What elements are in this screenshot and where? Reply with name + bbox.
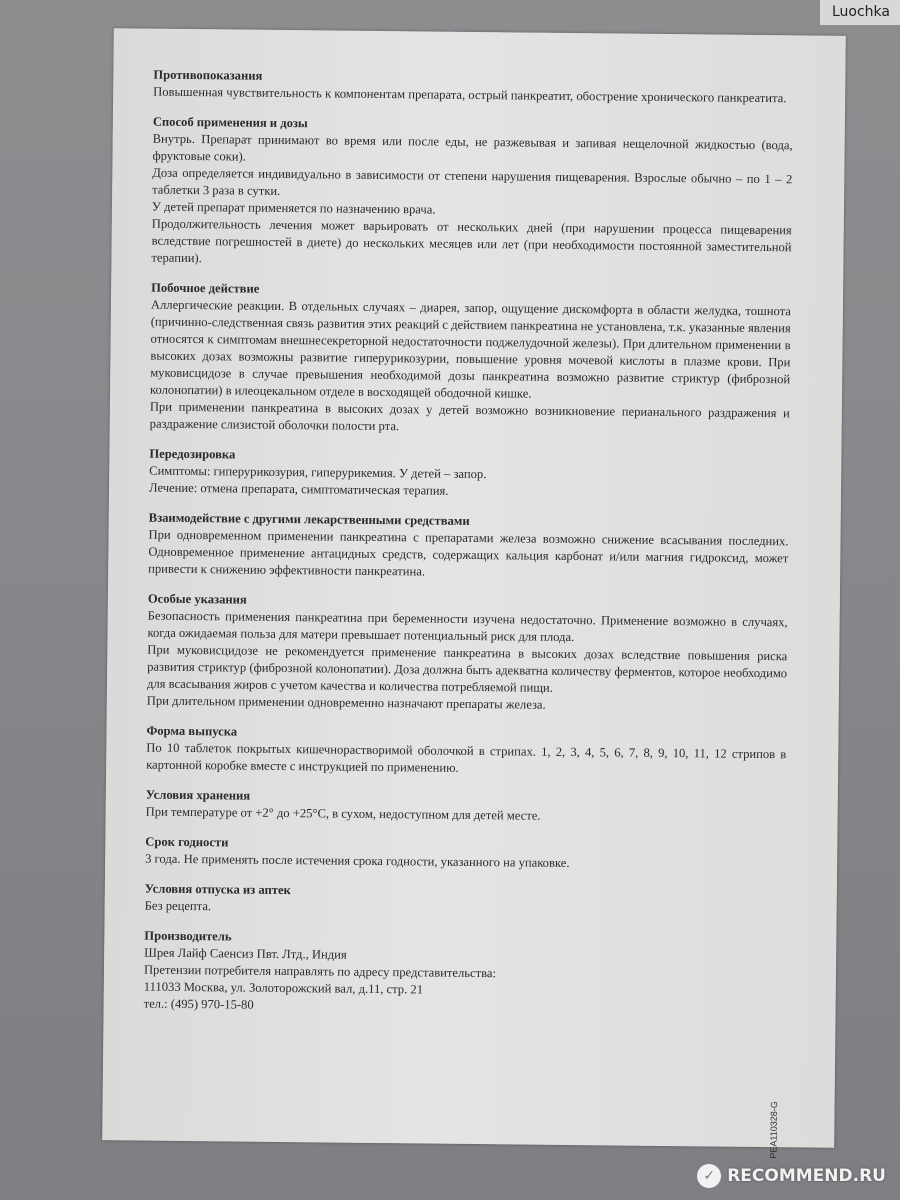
section-paragraph: 3 года. Не применять после истечения срока годности, указанного на упаковке. [145, 851, 570, 871]
section-heading: Особые указания [147, 591, 247, 607]
section [147, 591, 788, 717]
section [151, 114, 793, 274]
section-paragraph: Повышенная чувствительность к компонентам препарата, острый панкреатит, обострение хронического панкреатита. [153, 84, 787, 106]
section-paragraph: Лечение: отмена препарата, симптоматическая терапия. [148, 480, 449, 498]
section-paragraph: Аллергические реакции. В отдельных случаях – диарея, запор, ощущение дискомфорта в области желудка, тошнота (причинно-следственная связь развития этих реакций с действием панкреатина не установлена, т.к. указанные явления относятся к симптомам внешнесекреторной недостаточности поджелудочной железы). При длительном применении в высоких дозах возможны развитие гиперурикозурии, повышение уровня мочевой кислоты в плазме крови. При муковисцидозе в случае превышения необходимой дозы панкреатина возможно развитие стриктур (фиброзной колонопатии) в илеоцекальном отделе в восходящей ободочной кишке. [149, 297, 791, 401]
section [144, 928, 785, 1020]
section-heading: Срок годности [145, 834, 229, 850]
section-heading: Побочное действие [151, 280, 260, 296]
section-paragraph: При длительном применении одновременно назначают препараты железа. [146, 693, 546, 712]
section-heading: Форма выпуска [146, 723, 238, 739]
section-heading: Противопоказания [153, 67, 263, 83]
section-paragraph: У детей препарат применяется по назначению врача. [151, 199, 436, 217]
recommend-logo-icon: ✓ [697, 1164, 721, 1188]
author-watermark: Luochka [820, 0, 900, 25]
section [146, 787, 786, 828]
section-paragraph: По 10 таблеток покрытых кишечнорастворимой оболочкой в стрипах. 1, 2, 3, 4, 5, 6, 7, 8, 9, 10, 11, 12 стрипов в картонной коробке вместе с инструкцией по применению. [146, 740, 787, 775]
section-heading: Передозировка [149, 446, 236, 462]
section-paragraph: При температуре от +2° до +25°С, в сухом, недоступном для детей месте. [145, 804, 541, 823]
instruction-leaflet [102, 28, 846, 1159]
section [145, 881, 785, 922]
section-heading: Способ применения и дозы [152, 114, 308, 131]
section-paragraph: При применении панкреатина в высоких дозах у детей возможно возникновение перианального раздражения и раздражение слизистой оболочки полости рта. [149, 399, 790, 434]
section-paragraph: Продолжительность лечения может варьировать от нескольких дней (при нарушении процесса пищеварения вследствие погрешностей в диете) до нескольких месяцев или лет (при необходимости постоянной заместительной терапии). [151, 216, 792, 266]
section-paragraph: Доза определяется индивидуально в зависимости от степени нарушения пищеварения. Взрослые обычно – по 1 – 2 таблетки 3 раза в сутки. [152, 165, 793, 198]
recommend-watermark [697, 1164, 886, 1188]
section [148, 510, 789, 585]
section [153, 67, 793, 108]
section [145, 834, 785, 875]
section-paragraph: Симптомы: гиперурикозурия, гиперурикемия. У детей – запор. [149, 463, 487, 482]
leaflet-content [143, 67, 793, 1033]
section-heading: Взаимодействие с другими лекарственными средствами [148, 510, 470, 528]
section-paragraph: Шрея Лайф Саенсиз Пвт. Лтд., Индия [144, 945, 347, 962]
section-heading: Условия хранения [145, 787, 251, 803]
section-paragraph: 111033 Москва, ул. Золоторожский вал, д.11, стр. 21 [143, 979, 424, 997]
section-paragraph: При одновременном применении панкреатина с препаратами железа возможно снижение всасывания последних. Одновременное применение антацидных средств, содержащих кальция карбонат и/или магния гидроксид, может привести к снижению эффективности панкреатина. [148, 527, 789, 579]
section-paragraph: Внутрь. Препарат принимают во время или после еды, не разжевывая и запивая нещелочной жидкостью (вода, фруктовые соки). [152, 131, 793, 164]
section-paragraph: Претензии потребителя направлять по адресу представительства: [143, 962, 497, 981]
recommend-logo-text: RECOMMEND.RU [727, 1166, 886, 1186]
document-code: PEA110328-G [768, 1101, 779, 1159]
section-heading: Производитель [144, 928, 232, 944]
section-paragraph: Без рецепта. [144, 898, 212, 914]
section-paragraph: тел.: (495) 970-15-80 [143, 996, 254, 1012]
section-paragraph: Безопасность применения панкреатина при беременности изучена недостаточно. Применение возможно в случаях, когда ожидаемая польза для матери превышает потенциальный риск для плода. [147, 608, 788, 645]
section-heading: Условия отпуска из аптек [144, 881, 291, 898]
section [149, 446, 789, 504]
section [146, 723, 786, 781]
section [150, 280, 792, 440]
section-paragraph: При муковисцидозе не рекомендуется применение панкреатина в высоких дозах вследствие повышения риска развития стриктур (фиброзной колонопатии). Доза должна быть адекватна количеству ферментов, которое необходимо для всасывания жиров с учетом качества и количества потребляемой пищи. [146, 642, 788, 695]
